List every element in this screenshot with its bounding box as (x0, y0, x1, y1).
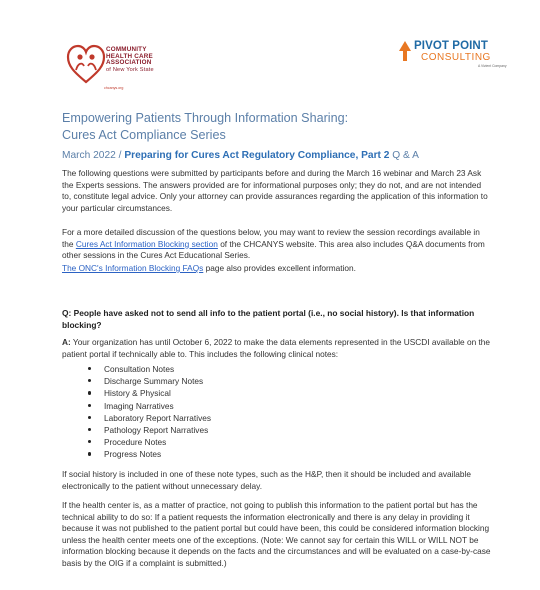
logo-line-3: ASSOCIATION (106, 59, 152, 67)
answer-paragraph (62, 337, 492, 360)
list-item-text: Progress Notes (104, 449, 162, 460)
bullet-icon (88, 416, 91, 419)
intro-paragraph-2 (62, 227, 492, 262)
question-text: Q: People have asked not to send all info to the patient portal (i.e., no social history). Is that information blocking? (62, 308, 475, 330)
list-item (88, 375, 211, 387)
intro-p3-text: page also provides excellent information. (203, 263, 356, 273)
bullet-icon (88, 440, 91, 443)
intro-p2-text-b: of the CHCANYS website. This area also includes Q&A documents from other sessions in the Cures Act Educational Series. (62, 238, 485, 261)
bullet-icon (88, 404, 91, 407)
pivot-point-sub: CONSULTING (421, 52, 491, 63)
pivot-point-tagline: A Vizient Company (478, 64, 507, 68)
bullet-icon (88, 391, 91, 394)
list-item (88, 363, 211, 375)
list-item-text: Consultation Notes (104, 364, 175, 374)
subtitle-session: Preparing for Cures Act Regulatory Compliance, Part 2 (124, 150, 390, 161)
pivot-point-logo (398, 40, 508, 78)
pivot-arrow-logo-icon (398, 41, 412, 61)
logo-line-4: of New York State (106, 66, 154, 73)
chcanys-logo (66, 44, 186, 92)
logo-url: chcanys.org (104, 86, 124, 90)
intro-paragraph-1: The following questions were submitted by participants before and during the March 16 webinar and March 23 Ask the Experts sessions. The answers provided are for informational purposes only; they do not, and are not intended to, constitute legal advice. Only your attorney can provide assurances regarding the application of this information to your particular circumstances. (62, 168, 488, 213)
list-item (88, 387, 211, 399)
list-item (88, 400, 211, 412)
list-item-text: Imaging Narratives (104, 400, 174, 411)
social-history-paragraph: If social history is included in one of these note types, such as the H&P, then it should be included and available electronically to the patient without unnecessary delay. (62, 469, 471, 491)
cures-act-section-link[interactable]: Cures Act Information Blocking section (75, 238, 218, 249)
subtitle-qa: Q & A (392, 150, 419, 161)
list-item (88, 424, 211, 436)
list-item-text: Procedure Notes (104, 437, 167, 448)
page-subtitle (62, 150, 419, 161)
subtitle-date: March 2022 / (62, 150, 122, 161)
onc-faqs-link[interactable]: The ONC's Information Blocking FAQs (62, 263, 204, 273)
intro-paragraph-3 (62, 263, 492, 275)
bullet-icon (88, 428, 91, 431)
health-center-paragraph: If the health center is, as a matter of practice, not going to publish this information to the patient portal but has the technical ability to do so: If a patient requests the information electronically and there is any delay in providing it because it was not published to the patient portal but could have been, this could be considered information blocking unless the health center meets one of the exceptions. (Note: We cannot say for certain this WILL or WILL NOT be information blocking because it depends on the facts and the circumstances and will be evaluated on a case-by-case basis by the OIG if a complaint is submitted.) (62, 500, 491, 568)
list-item-text: Laboratory Report Narratives (104, 412, 211, 423)
list-item-text: History & Physical (104, 388, 171, 399)
bullet-icon (88, 452, 91, 455)
title-line-2: Cures Act Compliance Series (62, 128, 226, 142)
bullet-icon (88, 379, 91, 382)
answer-label: A: (62, 337, 71, 347)
list-item (88, 412, 211, 424)
list-item (88, 436, 211, 448)
clinical-notes-list (88, 363, 211, 461)
logo-line-2: HEALTH CARE (106, 52, 153, 60)
heart-people-logo-icon (66, 44, 106, 86)
answer-text: Your organization has until October 6, 2022 to make the data elements represented in the USCDI available on the patient portal if technically able to. This includes the following clinical notes: (62, 337, 491, 359)
title-line-1: Empowering Patients Through Information Sharing: (62, 111, 349, 125)
list-item (88, 448, 211, 460)
chcanys-wordmark (106, 47, 154, 73)
bullet-icon (88, 367, 91, 370)
pivot-point-name: PIVOT POINT (414, 40, 488, 52)
logo-line-1: COMMUNITY (106, 46, 147, 53)
page-title (62, 110, 348, 144)
intro-p2-text-a: For a more detailed discussion of the questions below, you may want to review the session recordings available in the (62, 227, 480, 249)
list-item-text: Pathology Report Narratives (104, 425, 209, 436)
list-item-text: Discharge Summary Notes (104, 376, 204, 387)
